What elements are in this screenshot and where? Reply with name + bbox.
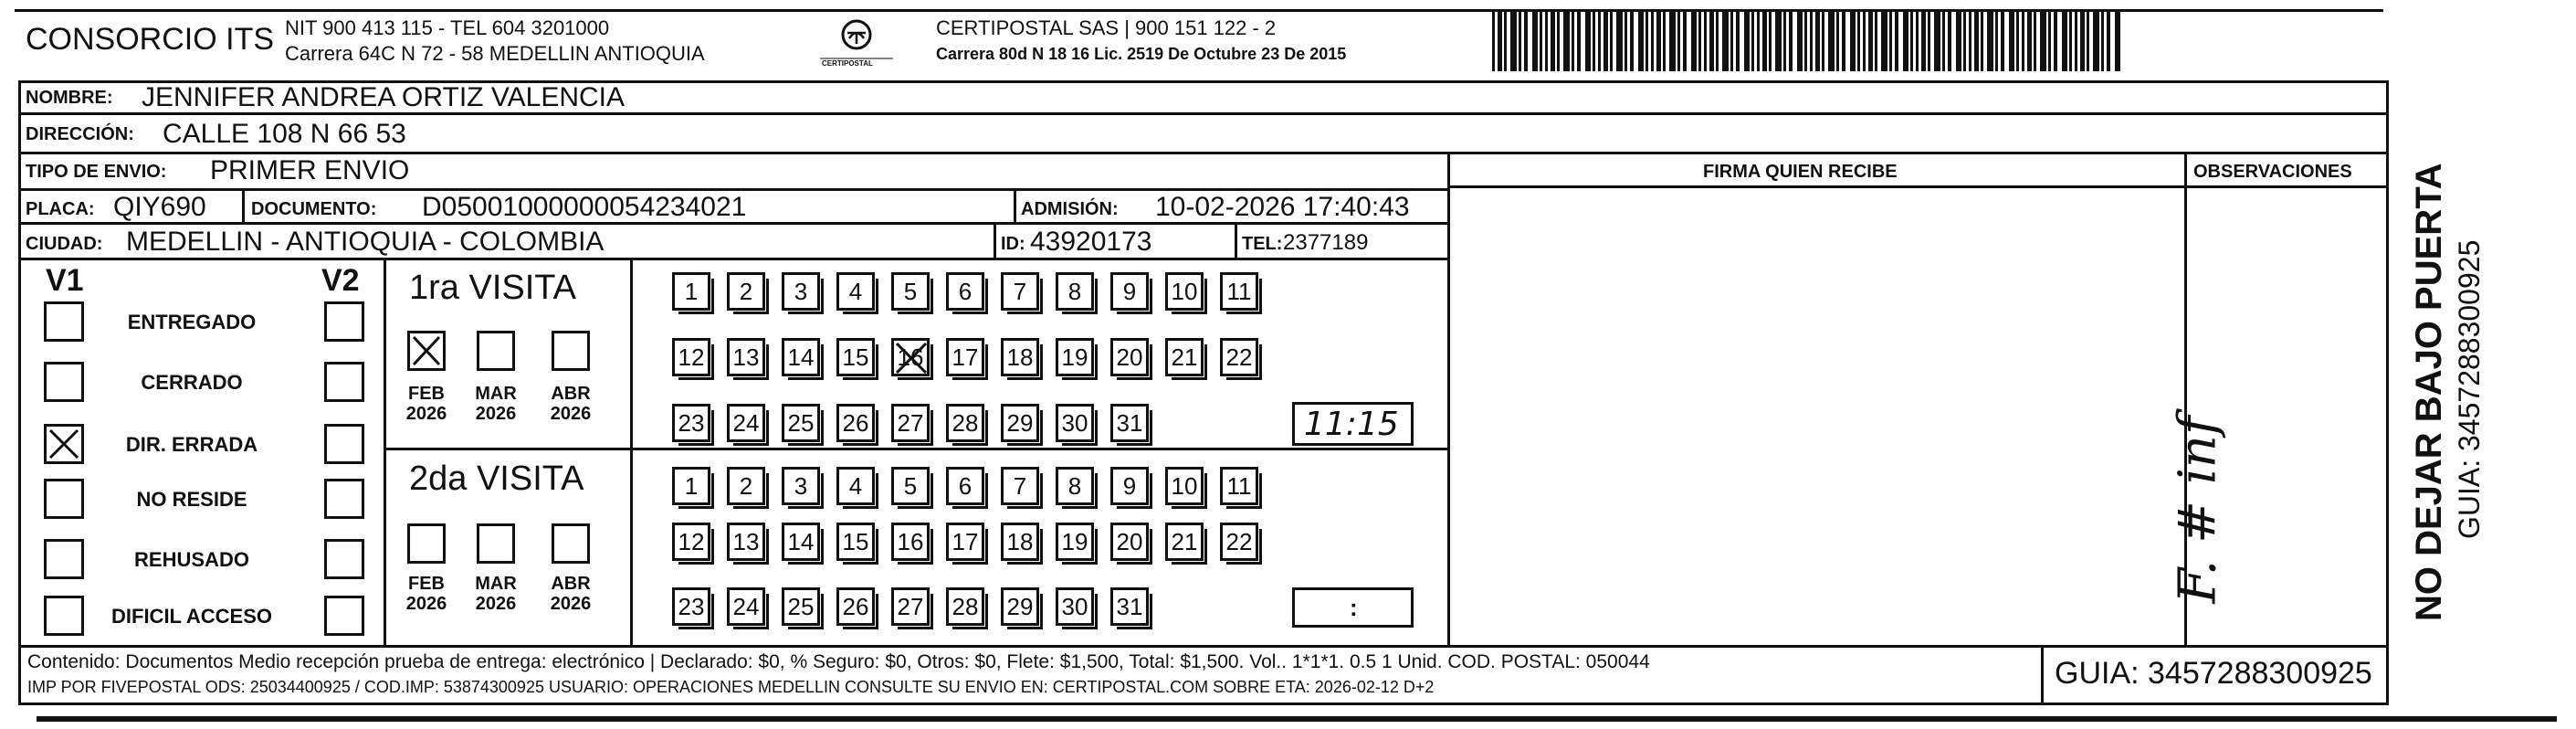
row-line [18,258,1450,260]
barcode-bar [1651,9,1654,71]
barcode-bar [1656,9,1661,71]
month-year: 2026 [550,404,592,424]
col-line [384,258,386,645]
v1-checkbox[interactable] [44,301,84,342]
visit2-time: : [1350,594,1358,621]
barcode-bar [1857,9,1860,71]
barcode-bar [1822,9,1824,71]
day-box[interactable]: 15 [836,338,875,376]
barcode-bar [2093,9,2099,71]
barcode-bar [1769,9,1772,71]
v1-checkbox[interactable] [44,539,84,579]
day-box[interactable]: 6 [946,467,984,505]
day-box[interactable]: 3 [782,272,820,311]
visit-divider [384,448,1450,450]
barcode-bar [2022,9,2024,71]
day-box[interactable]: 17 [946,523,984,561]
day-box[interactable]: 19 [1056,338,1094,376]
ciudad-value: MEDELLIN - ANTIOQUIA - COLOMBIA [126,227,605,257]
barcode-bar [2016,9,2019,71]
bottom-bar [37,716,2557,722]
barcode-bar [1751,9,1754,71]
day-box[interactable]: 20 [1110,338,1149,376]
day-box[interactable]: 26 [836,404,875,442]
barcode-bar [1603,9,1608,71]
v1-checkbox[interactable] [44,424,84,464]
barcode-bar [1563,9,1570,71]
day-box[interactable]: 11 [1220,272,1258,311]
day-box[interactable]: 16 [891,338,930,376]
month-label [399,574,454,614]
barcode-bar [1540,9,1542,71]
day-box[interactable]: 8 [1056,467,1094,505]
firma-header: FIRMA QUIEN RECIBE [1703,162,1898,182]
day-box[interactable]: 14 [782,523,820,561]
barcode-bar [1624,9,1627,71]
barcode-bar [1598,9,1601,71]
certipostal-logo [811,15,902,69]
barcode-bar [2107,9,2110,71]
barcode-bar [1895,9,1898,71]
day-box[interactable]: 4 [836,272,875,311]
barcode-bar [1532,9,1538,71]
barcode-bar [1868,9,1873,71]
day-box[interactable]: 21 [1165,523,1204,561]
observaciones-handwriting: F. # inf [2168,416,2228,604]
month-year: 2026 [405,594,447,614]
month-label [399,384,454,424]
barcode-bar [1645,9,1648,71]
day-box[interactable]: 10 [1165,467,1204,505]
day-box[interactable]: 1 [672,467,710,505]
v2-checkbox[interactable] [324,479,364,519]
v1-checkbox[interactable] [44,596,84,636]
observaciones-header: OBSERVACIONES [2193,162,2352,182]
col-line [630,258,633,645]
visit1-time: 11:15 [1304,406,1399,443]
barcode-bar [1875,9,1877,71]
side-guia-text: GUIA: 3457288300925 [2453,239,2486,539]
barcode-bar [1797,9,1803,71]
barcode-bar [1545,9,1548,71]
visit1-time-box [1292,402,1414,446]
month-name: MAR [475,574,517,594]
month-name: ABR [551,384,591,404]
day-box[interactable]: 28 [946,587,984,626]
month-name: ABR [551,574,591,594]
barcode-bar [1815,9,1820,71]
col-line [1447,152,1450,645]
barcode-bar [1572,9,1574,71]
day-box[interactable]: 27 [891,404,930,442]
barcode-bar [1881,9,1887,71]
barcode-bar [1757,9,1760,71]
barcode-bar [1504,9,1507,71]
day-box[interactable]: 9 [1110,467,1149,505]
day-box[interactable]: 12 [672,338,710,376]
month-year: 2026 [405,404,447,424]
v2-checkbox[interactable] [324,539,364,579]
barcode-bar [1744,9,1750,71]
row-line [18,152,2389,154]
barcode-bar [1956,9,1961,71]
day-box[interactable]: 1 [672,272,710,311]
day-box[interactable]: 4 [836,467,875,505]
col-line [994,222,996,258]
barcode-bar [1585,9,1591,71]
month-checkbox[interactable] [552,523,590,564]
barcode-bar [1981,9,1983,71]
day-box[interactable]: 5 [891,272,930,311]
day-box[interactable]: 29 [1001,404,1039,442]
month-label [543,574,598,614]
barcode-bar [1677,9,1680,71]
day-box[interactable]: 5 [891,467,930,505]
company-name: CONSORCIO ITS [26,22,275,57]
barcode-bar [2080,9,2085,71]
day-box[interactable]: 30 [1056,587,1094,626]
barcode-bar [1789,9,1793,71]
barcode-bar [1921,9,1926,71]
ciudad-label: CIUDAD: [26,234,103,254]
barcode-bar [1551,9,1555,71]
tel-label: TEL: [1242,234,1283,254]
nombre-value: JENNIFER ANDREA ORTIZ VALENCIA [142,82,625,112]
company-line2: Carrera 64C N 72 - 58 MEDELLIN ANTIOQUIA [285,42,705,65]
month-label [543,384,598,424]
barcode-bar [2115,9,2120,71]
day-box[interactable]: 17 [946,338,984,376]
day-box[interactable]: 12 [672,523,710,561]
barcode-bar [2101,9,2104,71]
col-line [2041,645,2044,705]
barcode-bar [1762,9,1767,71]
barcode-bar [1669,9,1676,71]
barcode-bar [1828,9,1835,71]
barcode-bar [1683,9,1687,71]
v1-checkbox[interactable] [44,362,84,402]
barcode-bar [1850,9,1856,71]
barcode-bar [1995,9,1998,71]
barcode-bar [1948,9,1951,71]
barcode-bar [1722,9,1729,71]
day-box[interactable]: 7 [1001,467,1039,505]
col-line [1235,222,1237,258]
barcode-bar [1928,9,1930,71]
barcode-bar [1942,9,1945,71]
barcode-bar [1804,9,1807,71]
day-box[interactable]: 26 [836,587,875,626]
barcode-bar [1842,9,1845,71]
barcode-bar [1836,9,1839,71]
barcode-bar [1963,9,1966,71]
barcode-bar [2075,9,2077,71]
day-box[interactable]: 13 [727,338,765,376]
barcode-bar [1557,9,1560,71]
day-box[interactable]: 2 [727,467,765,505]
admision-label: ADMISIÓN: [1021,199,1119,219]
day-box[interactable]: 14 [782,338,820,376]
day-box[interactable]: 24 [727,587,765,626]
barcode-bar [1663,9,1666,71]
day-box[interactable]: 23 [672,587,710,626]
v2-checkbox[interactable] [324,596,364,636]
day-box[interactable]: 29 [1001,587,1039,626]
barcode-bar [1969,9,1971,71]
placa-label: PLACA: [26,199,95,219]
barcode-bar [1910,9,1913,71]
row-line [18,112,2389,115]
day-box[interactable]: 31 [1110,404,1149,442]
month-checkbox[interactable] [407,523,446,564]
barcode-bar [1630,9,1634,71]
admision-value: 10-02-2026 17:40:43 [1155,192,1410,222]
day-box[interactable]: 24 [727,404,765,442]
month-label [468,384,523,424]
day-box[interactable]: 6 [946,272,984,311]
barcode-bar [1577,9,1581,71]
placa-value: QIY690 [113,192,206,222]
barcode-bar [1610,9,1613,71]
barcode-bar [1934,9,1940,71]
barcode-bar [1709,9,1714,71]
col-line [1014,188,1016,222]
nombre-label: NOMBRE: [26,88,113,108]
barcode-bar [1616,9,1623,71]
barcode-bar [2054,9,2057,71]
month-checkbox[interactable] [477,331,515,371]
id-value: 43920173 [1030,227,1152,257]
footer-line2: IMP POR FIVEPOSTAL ODS: 25034400925 / COD.IMP: 53874300925 USUARIO: OPERACIONES MEDELLIN CONSULTE SU ENVIO EN: CERTIPOSTAL.COM SOBRE ETA: 2026-02-12 D+2 [27,678,1435,696]
barcode-bar [2087,9,2089,71]
day-box[interactable]: 11 [1220,467,1258,505]
month-label [468,574,523,614]
logo-text: CERTIPOSTAL [822,59,873,68]
day-box[interactable]: 18 [1001,338,1039,376]
v2-checkbox[interactable] [324,362,364,402]
day-box[interactable]: 7 [1001,272,1039,311]
row-line [18,188,1450,191]
month-year: 2026 [550,594,592,614]
barcode-bar [1889,9,1892,71]
documento-value: D05001000000054234021 [422,192,747,222]
month-year: 2026 [475,594,517,614]
barcode-bar [1863,9,1866,71]
day-box[interactable]: 27 [891,587,930,626]
day-box[interactable]: 10 [1165,272,1204,311]
day-box[interactable]: 25 [782,404,820,442]
tipo-envio-value: PRIMER ENVIO [210,155,410,185]
direccion-label: DIRECCIÓN: [26,124,134,144]
certipostal-line1: CERTIPOSTAL SAS | 900 151 122 - 2 [936,16,1277,39]
v2-checkbox[interactable] [324,301,364,342]
row-line [18,645,2389,648]
month-year: 2026 [475,404,517,424]
barcode-bar [1783,9,1786,71]
side-warning [2402,91,2502,621]
day-box[interactable]: 9 [1110,272,1149,311]
documento-label: DOCUMENTO: [251,199,377,219]
barcode-bar [2001,9,2004,71]
tel-value: 2377189 [1283,230,1369,255]
month-name: MAR [475,384,517,404]
month-checkbox[interactable] [407,331,446,371]
visit1-title: 1ra VISITA [409,269,577,307]
v2-label: V2 [321,263,360,298]
barcode-bar [2062,9,2067,71]
day-box[interactable]: 16 [891,523,930,561]
company-line1: NIT 900 413 115 - TEL 604 3201000 [285,16,610,39]
day-box[interactable]: 2 [727,272,765,311]
day-box[interactable]: 13 [727,523,765,561]
barcode-bar [1736,9,1740,71]
footer-line1: Contenido: Documentos Medio recepción prueba de entrega: electrónico | Declarado: $0, % Seguro: $0, Otros: $0, Flete: $1,500, Total: $1,500. Vol.. 1*1*1. 0.5 1 Unid. COD. POSTAL: 050044 [27,651,1650,672]
barcode-bar [1593,9,1595,71]
barcode-bar [1691,9,1697,71]
day-box[interactable]: 22 [1220,338,1258,376]
barcode [1488,9,2128,71]
day-box[interactable]: 20 [1110,523,1149,561]
day-box[interactable]: 30 [1056,404,1094,442]
barcode-bar [2009,9,2014,71]
month-checkbox[interactable] [552,331,590,371]
barcode-bar [1704,9,1707,71]
month-checkbox[interactable] [477,523,515,564]
barcode-bar [1492,9,1495,71]
barcode-bar [1730,9,1733,71]
barcode-bar [1716,9,1719,71]
barcode-bar [1524,9,1528,71]
day-box[interactable]: 28 [946,404,984,442]
tipo-envio-label: TIPO DE ENVIO: [26,162,167,182]
visit2-time-box [1292,587,1414,628]
barcode-bar [1987,9,1993,71]
barcode-bar [2027,9,2032,71]
certipostal-line2: Carrera 80d N 18 16 Lic. 2519 De Octubre 23 De 2015 [936,45,1347,63]
barcode-bar [2034,9,2036,71]
col-line [242,188,245,222]
barcode-bar [1698,9,1701,71]
v2-checkbox[interactable] [324,424,364,464]
barcode-bar [1916,9,1919,71]
barcode-bar [1638,9,1644,71]
v1-checkbox[interactable] [44,479,84,519]
day-box[interactable]: 3 [782,467,820,505]
footer-guia: GUIA: 3457288300925 [2055,656,2372,691]
barcode-bar [1510,9,1517,71]
row-line [1447,185,2389,188]
direccion-value: CALLE 108 N 66 53 [163,119,406,149]
month-name: FEB [408,574,445,594]
no-dejar-text: NO DEJAR BAJO PUERTA [2409,163,2449,621]
day-box[interactable]: 15 [836,523,875,561]
day-box[interactable]: 8 [1056,272,1094,311]
day-box[interactable]: 23 [672,404,710,442]
barcode-bar [1974,9,1979,71]
visit2-title: 2da VISITA [409,460,584,498]
barcode-bar [2048,9,2051,71]
month-name: FEB [408,384,445,404]
day-box[interactable]: 19 [1056,523,1094,561]
barcode-bar [2040,9,2046,71]
barcode-bar [2069,9,2072,71]
day-box[interactable]: 22 [1220,523,1258,561]
barcode-bar [1903,9,1908,71]
barcode-bar [1810,9,1813,71]
day-box[interactable]: 21 [1165,338,1204,376]
id-label: ID: [1001,234,1025,254]
barcode-bar [1498,9,1502,71]
day-box[interactable]: 31 [1110,587,1149,626]
day-box[interactable]: 25 [782,587,820,626]
day-box[interactable]: 18 [1001,523,1039,561]
barcode-bar [1519,9,1521,71]
v1-label: V1 [46,263,84,298]
barcode-bar [1775,9,1782,71]
